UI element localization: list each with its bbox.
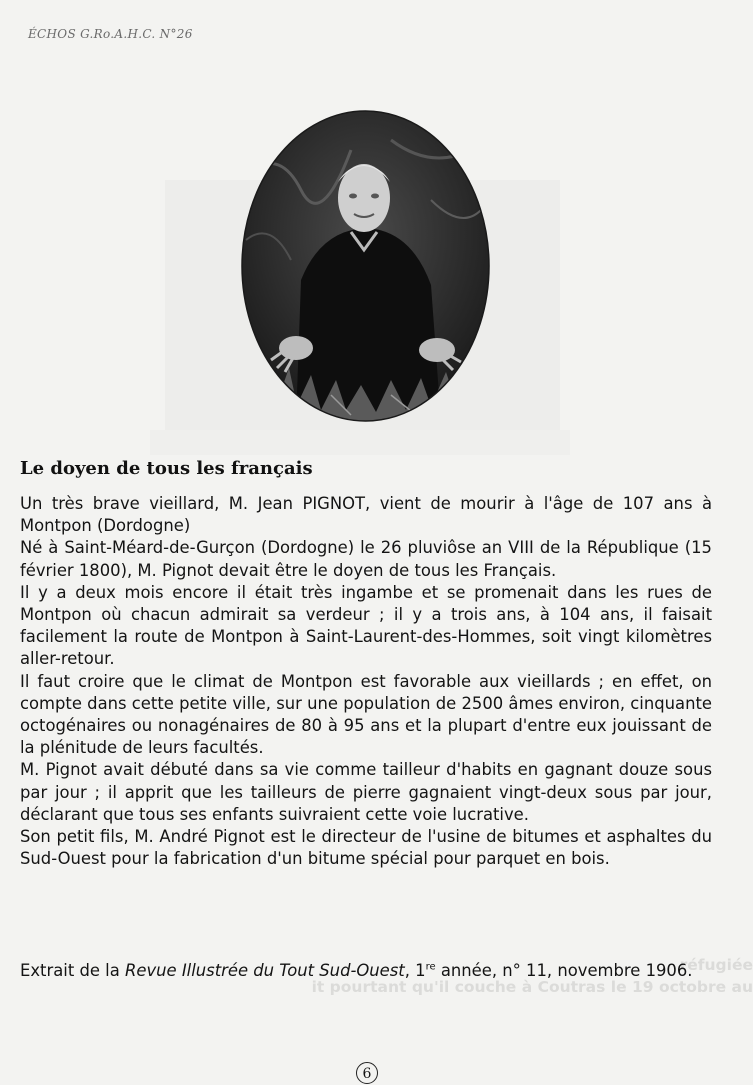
paragraph: Né à Saint-Méard-de-Gurçon (Dordogne) le 26 pluviôse an VIII de la République (15 février 1800), M. Pignot devait être le doyen de tous les Français. [20,538,712,580]
paragraph: Un très brave vieillard, M. Jean PIGNOT, vient de mourir à l'âge de 107 ans à Montpon (Dordogne) [20,494,712,536]
article-title: Le doyen de tous les français [20,458,313,479]
source-prefix: Extrait de la [20,961,125,980]
source-citation [20,959,720,982]
bleed-through-shadow [150,430,570,455]
bleed-through-line: it pourtant qu'il couche à Coutras le 19 octobre au [311,978,753,996]
source-publication: Revue Illustrée du Tout Sud-Ouest [124,961,405,980]
header-stamp: ÉCHOS G.Ro.A.H.C. N°26 [28,27,193,41]
paragraph: Il y a deux mois encore il était très ingambe et se promenait dans les rues de Montpon où chacun admirait sa verdeur ; il y a trois ans, à 104 ans, il faisait facilement la route de Montpon à Saint-Laurent-des-Hommes, soit vingt kilomètres aller-retour. [20,582,712,669]
source-superscript: re [425,961,436,973]
paragraph: Il faut croire que le climat de Montpon est favorable aux vieillards ; en effet, on compte dans cette petite ville, sur une population de 2500 âmes environ, cinquante octogénaires ou nonagénaires de 80 à 95 ans et la plupart d'entre eux jouissant de la plénitude de leurs facultés. [20,671,712,758]
bleed-through-line: réfugiée [679,956,753,974]
paragraph: Son petit fils, M. André Pignot est le directeur de l'usine de bitumes et asphaltes du Sud-Ouest pour la fabrication d'un bitume spécial pour parquet en bois. [20,827,712,869]
portrait-photo [241,110,490,422]
page-number: 6 [356,1062,378,1084]
source-mid: , 1 [404,961,426,980]
paragraph: M. Pignot avait débuté dans sa vie comme tailleur d'habits en gagnant douze sous par jour ; il apprit que les tailleurs de pierre gagnaient vingt-deux sous par jour, déclarant que tous ses enfants suivraient cette voie lucrative. [20,760,712,824]
article-body [20,493,712,870]
source-suffix: année, n° 11, novembre 1906. [435,961,693,980]
